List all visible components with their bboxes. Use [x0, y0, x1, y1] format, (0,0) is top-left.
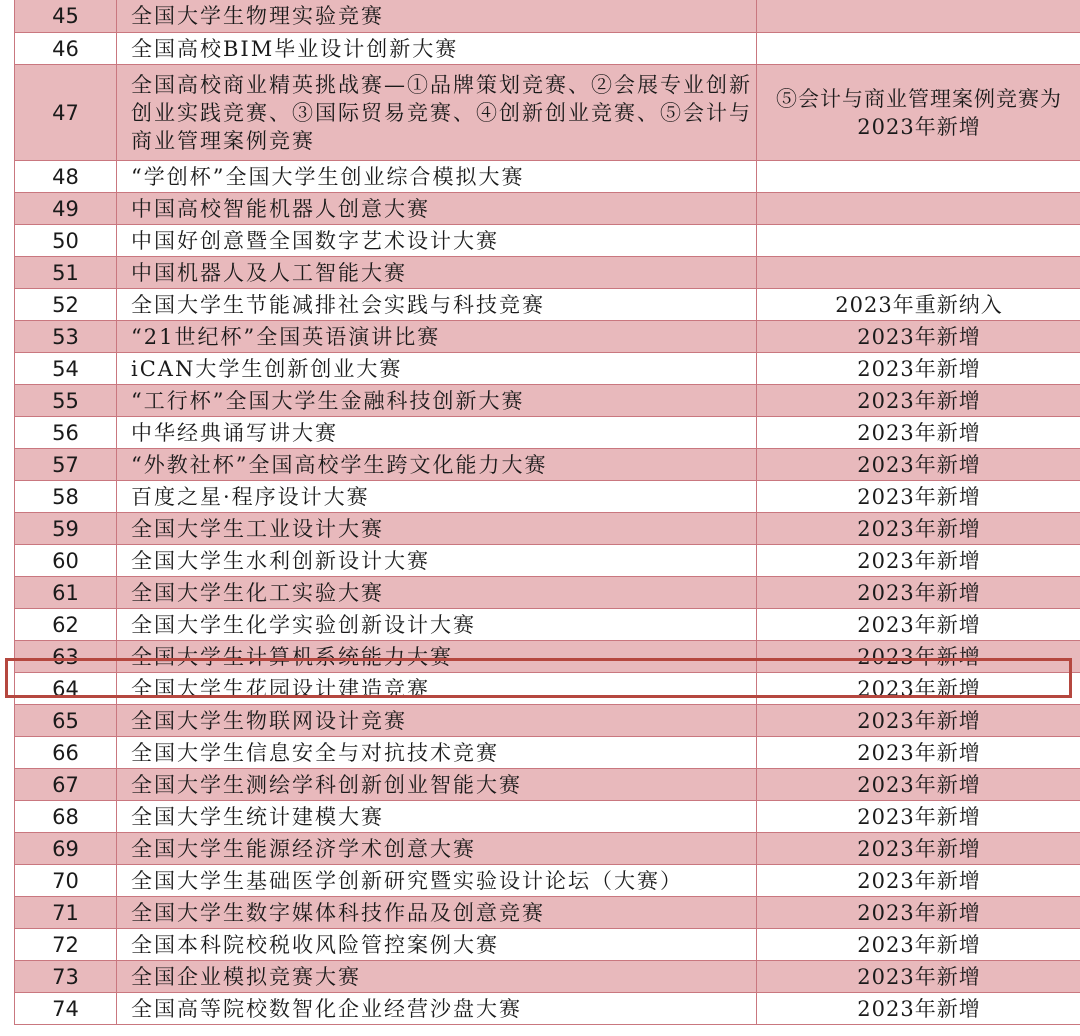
competition-name: 中华经典诵写讲大赛 — [117, 417, 757, 449]
competition-name: “21世纪杯”全国英语演讲比赛 — [117, 321, 757, 353]
competition-name: 全国大学生节能减排社会实践与科技竞赛 — [117, 289, 757, 321]
row-number: 60 — [15, 545, 117, 577]
table-row — [15, 833, 1080, 865]
table-row — [15, 609, 1080, 641]
competition-name: “工行杯”全国大学生金融科技创新大赛 — [117, 385, 757, 417]
row-number: 68 — [15, 801, 117, 833]
row-number: 53 — [15, 321, 117, 353]
row-number: 74 — [15, 993, 117, 1025]
table-row-highlighted — [15, 673, 1080, 705]
table-row — [15, 225, 1080, 257]
competition-note — [757, 0, 1080, 33]
competition-name: 全国大学生化学实验创新设计大赛 — [117, 609, 757, 641]
competition-note — [757, 193, 1080, 225]
table-row — [15, 801, 1080, 833]
row-number: 59 — [15, 513, 117, 545]
competition-note: 2023年重新纳入 — [757, 289, 1080, 321]
table-row — [15, 513, 1080, 545]
table-row — [15, 321, 1080, 353]
competition-name: 全国大学生花园设计建造竞赛 — [117, 673, 757, 705]
row-number: 54 — [15, 353, 117, 385]
competition-name: 全国大学生统计建模大赛 — [117, 801, 757, 833]
competition-name: 全国大学生工业设计大赛 — [117, 513, 757, 545]
competition-name: 全国大学生能源经济学术创意大赛 — [117, 833, 757, 865]
table-row — [15, 353, 1080, 385]
competition-note: 2023年新增 — [757, 449, 1080, 481]
table-row — [15, 0, 1080, 33]
competition-name: 全国高校BIM毕业设计创新大赛 — [117, 33, 757, 65]
competition-name: 全国大学生水利创新设计大赛 — [117, 545, 757, 577]
competition-note: 2023年新增 — [757, 641, 1080, 673]
competition-note: 2023年新增 — [757, 833, 1080, 865]
row-number: 57 — [15, 449, 117, 481]
row-number: 64 — [15, 673, 117, 705]
competition-name: “外教社杯”全国高校学生跨文化能力大赛 — [117, 449, 757, 481]
competition-name: 全国本科院校税收风险管控案例大赛 — [117, 929, 757, 961]
competition-note: 2023年新增 — [757, 769, 1080, 801]
table-row — [15, 417, 1080, 449]
competition-name: 全国大学生数字媒体科技作品及创意竞赛 — [117, 897, 757, 929]
row-number: 47 — [15, 65, 117, 161]
competition-note: 2023年新增 — [757, 577, 1080, 609]
row-number: 56 — [15, 417, 117, 449]
row-number: 62 — [15, 609, 117, 641]
competition-name: 全国大学生物理实验竞赛 — [117, 0, 757, 33]
competition-note: 2023年新增 — [757, 545, 1080, 577]
competition-note: 2023年新增 — [757, 609, 1080, 641]
row-number: 69 — [15, 833, 117, 865]
row-number: 67 — [15, 769, 117, 801]
table-row — [15, 993, 1080, 1025]
row-number: 65 — [15, 705, 117, 737]
competition-note: 2023年新增 — [757, 737, 1080, 769]
competition-note: 2023年新增 — [757, 353, 1080, 385]
row-number: 73 — [15, 961, 117, 993]
table-row — [15, 65, 1080, 161]
table-row — [15, 385, 1080, 417]
competition-note: 2023年新增 — [757, 961, 1080, 993]
competition-note: 2023年新增 — [757, 993, 1080, 1025]
table-row — [15, 257, 1080, 289]
competition-name: 全国企业模拟竞赛大赛 — [117, 961, 757, 993]
table-row — [15, 449, 1080, 481]
competition-note: 2023年新增 — [757, 897, 1080, 929]
row-number: 48 — [15, 161, 117, 193]
row-number: 51 — [15, 257, 117, 289]
row-number: 52 — [15, 289, 117, 321]
row-number: 61 — [15, 577, 117, 609]
row-number: 71 — [15, 897, 117, 929]
competition-table — [14, 0, 1080, 1025]
table-row — [15, 193, 1080, 225]
row-number: 49 — [15, 193, 117, 225]
competition-name: 中国高校智能机器人创意大赛 — [117, 193, 757, 225]
row-number: 63 — [15, 641, 117, 673]
competition-name: 全国大学生计算机系统能力大赛 — [117, 641, 757, 673]
table-row — [15, 481, 1080, 513]
competition-note: 2023年新增 — [757, 385, 1080, 417]
row-number: 70 — [15, 865, 117, 897]
competition-note: 2023年新增 — [757, 801, 1080, 833]
table-row — [15, 33, 1080, 65]
table-row — [15, 961, 1080, 993]
table-row — [15, 929, 1080, 961]
row-number: 50 — [15, 225, 117, 257]
table-row — [15, 289, 1080, 321]
competition-name: 百度之星·程序设计大赛 — [117, 481, 757, 513]
competition-note: 2023年新增 — [757, 321, 1080, 353]
competition-note: 2023年新增 — [757, 481, 1080, 513]
table-row — [15, 897, 1080, 929]
row-number: 72 — [15, 929, 117, 961]
competition-name: 全国大学生测绘学科创新创业智能大赛 — [117, 769, 757, 801]
competition-name: 全国大学生基础医学创新研究暨实验设计论坛（大赛） — [117, 865, 757, 897]
row-number: 45 — [15, 0, 117, 33]
row-number: 58 — [15, 481, 117, 513]
competition-note — [757, 257, 1080, 289]
competition-note: ⑤会计与商业管理案例竞赛为2023年新增 — [757, 65, 1080, 161]
competition-name: “学创杯”全国大学生创业综合模拟大赛 — [117, 161, 757, 193]
competition-name: 中国机器人及人工智能大赛 — [117, 257, 757, 289]
competition-note: 2023年新增 — [757, 865, 1080, 897]
competition-note — [757, 225, 1080, 257]
row-number: 46 — [15, 33, 117, 65]
competition-name: 全国高等院校数智化企业经营沙盘大赛 — [117, 993, 757, 1025]
table-row — [15, 161, 1080, 193]
competition-name: 中国好创意暨全国数字艺术设计大赛 — [117, 225, 757, 257]
competition-note: 2023年新增 — [757, 417, 1080, 449]
competition-note — [757, 161, 1080, 193]
competition-name: 全国大学生物联网设计竞赛 — [117, 705, 757, 737]
table-row — [15, 705, 1080, 737]
competition-name: 全国大学生信息安全与对抗技术竞赛 — [117, 737, 757, 769]
competition-name: iCAN大学生创新创业大赛 — [117, 353, 757, 385]
table-row — [15, 865, 1080, 897]
table-row — [15, 577, 1080, 609]
competition-note: 2023年新增 — [757, 929, 1080, 961]
row-number: 66 — [15, 737, 117, 769]
competition-note: 2023年新增 — [757, 513, 1080, 545]
competition-note: 2023年新增 — [757, 673, 1080, 705]
table-row — [15, 641, 1080, 673]
competition-name: 全国高校商业精英挑战赛—①品牌策划竞赛、②会展专业创新创业实践竞赛、③国际贸易竞赛、④创新创业竞赛、⑤会计与商业管理案例竞赛 — [117, 65, 757, 161]
table-row — [15, 769, 1080, 801]
competition-note: 2023年新增 — [757, 705, 1080, 737]
table-row — [15, 545, 1080, 577]
row-number: 55 — [15, 385, 117, 417]
competition-note — [757, 33, 1080, 65]
table-row — [15, 737, 1080, 769]
competition-name: 全国大学生化工实验大赛 — [117, 577, 757, 609]
